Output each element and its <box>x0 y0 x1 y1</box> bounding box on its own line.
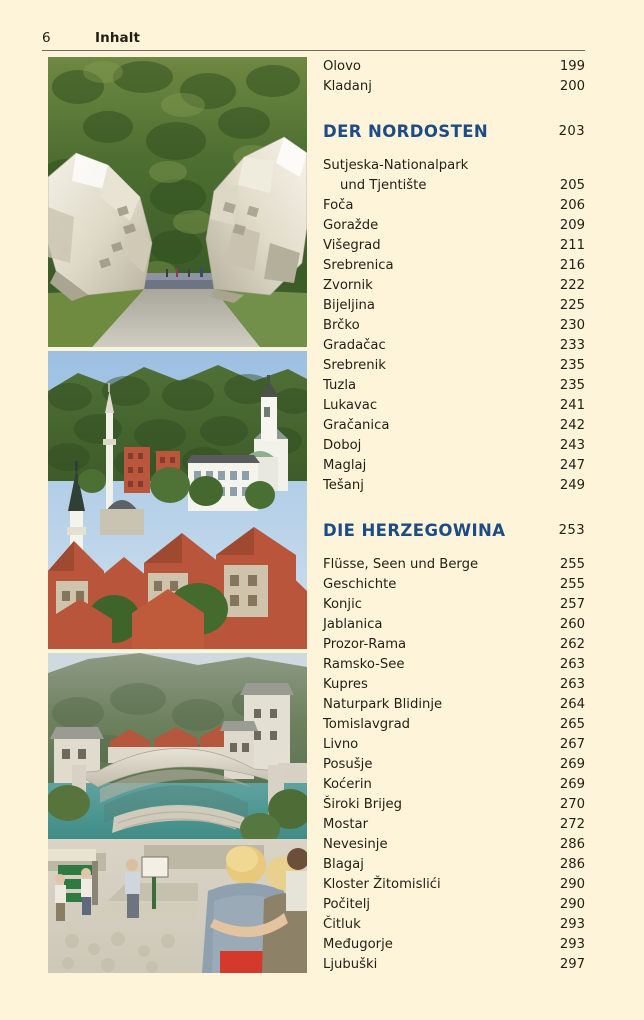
toc-entry-page: 209 <box>559 218 585 233</box>
toc-entry-label: Naturpark Blidinje <box>323 697 443 712</box>
toc-entry-page: 265 <box>559 717 585 732</box>
section-spacer <box>323 496 585 518</box>
toc-entry-label: und Tjentište <box>340 178 427 193</box>
table-of-contents <box>323 57 585 975</box>
photo-sutjeska-artwork <box>48 57 307 347</box>
toc-entry[interactable] <box>323 77 585 97</box>
toc-entry[interactable] <box>323 575 585 595</box>
toc-entry-label: Srebrenik <box>323 358 386 373</box>
toc-entry-page: 270 <box>559 797 585 812</box>
toc-entry-label: Bijeljina <box>323 298 375 313</box>
toc-entry[interactable] <box>323 715 585 735</box>
toc-entry[interactable] <box>323 935 585 955</box>
toc-entry-page: 257 <box>559 597 585 612</box>
toc-entry-label: Foča <box>323 198 354 213</box>
toc-entry-page: 269 <box>559 777 585 792</box>
toc-entry-label: Flüsse, Seen und Berge <box>323 557 479 572</box>
toc-entry-page: 211 <box>559 238 585 253</box>
toc-entry-label: Ljubuški <box>323 957 378 972</box>
toc-entry-page: 286 <box>559 857 585 872</box>
toc-entry[interactable] <box>323 615 585 635</box>
toc-entry-label: Ramsko-See <box>323 657 405 672</box>
photo-town-artwork <box>48 351 307 649</box>
toc-entry-page: 206 <box>559 198 585 213</box>
toc-entry[interactable] <box>323 156 585 176</box>
toc-entry[interactable] <box>323 296 585 316</box>
toc-entry[interactable] <box>323 655 585 675</box>
toc-entry[interactable] <box>323 895 585 915</box>
photo-bosnian-town-mosque-church <box>48 351 307 649</box>
toc-entry-continuation[interactable] <box>323 176 585 196</box>
toc-entry-label: Livno <box>323 737 359 752</box>
toc-entry-page: 247 <box>559 458 585 473</box>
toc-entry-label: Konjic <box>323 597 362 612</box>
toc-entry[interactable] <box>323 735 585 755</box>
toc-entry-label: Brčko <box>323 318 360 333</box>
toc-entry-page: 263 <box>559 677 585 692</box>
toc-entry[interactable] <box>323 396 585 416</box>
toc-entry-page: 225 <box>559 298 585 313</box>
toc-entry-page: 230 <box>559 318 585 333</box>
toc-entry[interactable] <box>323 675 585 695</box>
page-folio-number: 6 <box>42 30 51 46</box>
toc-entry[interactable] <box>323 555 585 575</box>
toc-section-heading-label: DIE HERZEGOWINA <box>323 521 506 540</box>
toc-entry-label: Gračanica <box>323 418 390 433</box>
toc-entry-label: Kupres <box>323 677 368 692</box>
toc-entry-label: Prozor-Rama <box>323 637 407 652</box>
toc-entry-page: 241 <box>559 398 585 413</box>
toc-entry-page: 205 <box>559 178 585 193</box>
toc-entry[interactable] <box>323 855 585 875</box>
toc-entry[interactable] <box>323 955 585 975</box>
toc-entry-page: 269 <box>559 757 585 772</box>
page-title: Inhalt <box>95 30 141 46</box>
toc-entry-label: Doboj <box>323 438 362 453</box>
toc-entry-page: 286 <box>559 837 585 852</box>
toc-entry-label: Tešanj <box>323 478 364 493</box>
toc-entry-label: Lukavac <box>323 398 378 413</box>
toc-entry-page: 293 <box>559 937 585 952</box>
photo-column <box>48 57 307 973</box>
toc-entry-page: 272 <box>559 817 585 832</box>
photo-mostar-old-bridge-tourists <box>48 653 307 973</box>
toc-entry[interactable] <box>323 875 585 895</box>
toc-entry-page: 200 <box>559 79 585 94</box>
toc-entry-label: Tuzla <box>323 378 357 393</box>
toc-entry-label: Kloster Žitomislići <box>323 877 441 892</box>
toc-entry-label: Gradačac <box>323 338 386 353</box>
photo-sutjeska-monument-tjentiste <box>48 57 307 347</box>
toc-entry-label: Sutjeska-Nationalpark <box>323 158 469 173</box>
toc-entry-label: Jablanica <box>323 617 383 632</box>
toc-entry-label: Olovo <box>323 59 361 74</box>
toc-section-heading-page: 203 <box>558 124 585 139</box>
toc-entry[interactable] <box>323 376 585 396</box>
toc-entry[interactable] <box>323 216 585 236</box>
toc-entry[interactable] <box>323 755 585 775</box>
heading-spacer <box>323 145 585 156</box>
toc-entry-label: Mostar <box>323 817 368 832</box>
toc-entry-page: 199 <box>559 59 585 74</box>
toc-entry-label: Široki Brijeg <box>323 797 403 812</box>
toc-entry-label: Posušje <box>323 757 373 772</box>
toc-entry-page: 233 <box>559 338 585 353</box>
toc-section-heading-die-herzegowina[interactable] <box>323 518 585 544</box>
toc-entry-page: 255 <box>559 557 585 572</box>
toc-entry[interactable] <box>323 775 585 795</box>
toc-entry-label: Srebrenica <box>323 258 394 273</box>
toc-entry-page: 263 <box>559 657 585 672</box>
toc-entry-label: Međugorje <box>323 937 393 952</box>
toc-entry[interactable] <box>323 915 585 935</box>
header-divider-rule <box>42 50 585 51</box>
toc-section-heading-label: DER NORDOSTEN <box>323 122 489 141</box>
toc-entry-label: Čitluk <box>323 917 361 932</box>
toc-entry-label: Koćerin <box>323 777 372 792</box>
toc-entry-page: 260 <box>559 617 585 632</box>
toc-entry[interactable] <box>323 316 585 336</box>
toc-entry-page: 249 <box>559 478 585 493</box>
section-spacer <box>323 97 585 119</box>
toc-entry-label: Blagaj <box>323 857 364 872</box>
photo-mostar-artwork <box>48 653 307 973</box>
toc-entry-label: Kladanj <box>323 79 372 94</box>
toc-entry-label: Nevesinje <box>323 837 388 852</box>
toc-entry-page: 216 <box>559 258 585 273</box>
toc-entry-label: Maglaj <box>323 458 367 473</box>
toc-entry-label: Geschichte <box>323 577 397 592</box>
toc-entry[interactable] <box>323 695 585 715</box>
toc-entry[interactable] <box>323 416 585 436</box>
toc-entry-page: 235 <box>559 358 585 373</box>
toc-entry[interactable] <box>323 835 585 855</box>
toc-section-heading-der-nordosten[interactable] <box>323 119 585 145</box>
toc-entry[interactable] <box>323 356 585 376</box>
toc-entry[interactable] <box>323 436 585 456</box>
heading-spacer <box>323 544 585 555</box>
toc-entry[interactable] <box>323 476 585 496</box>
toc-entry-page: 264 <box>559 697 585 712</box>
toc-entry-label: Tomislavgrad <box>323 717 411 732</box>
toc-entry-page: 290 <box>559 877 585 892</box>
toc-entry[interactable] <box>323 815 585 835</box>
toc-entry[interactable] <box>323 236 585 256</box>
toc-entry-page: 293 <box>559 917 585 932</box>
toc-entry-page: 242 <box>559 418 585 433</box>
toc-entry-label: Goražde <box>323 218 379 233</box>
toc-entry-page: 290 <box>559 897 585 912</box>
toc-entry[interactable] <box>323 196 585 216</box>
toc-entry[interactable] <box>323 276 585 296</box>
toc-entry-label: Počitelj <box>323 897 371 912</box>
toc-entry[interactable] <box>323 595 585 615</box>
toc-entry[interactable] <box>323 795 585 815</box>
toc-entry[interactable] <box>323 456 585 476</box>
toc-entry-page: 267 <box>559 737 585 752</box>
toc-entry-page: 262 <box>559 637 585 652</box>
toc-section-heading-page: 253 <box>558 523 585 538</box>
toc-entry-label: Zvornik <box>323 278 373 293</box>
toc-entry[interactable] <box>323 256 585 276</box>
toc-entry-page: 222 <box>559 278 585 293</box>
toc-entry[interactable] <box>323 336 585 356</box>
toc-entry-page: 297 <box>559 957 585 972</box>
toc-entry[interactable] <box>323 57 585 77</box>
toc-entry-page: 243 <box>559 438 585 453</box>
toc-entry[interactable] <box>323 635 585 655</box>
toc-entry-page: 235 <box>559 378 585 393</box>
toc-entry-label: Višegrad <box>323 238 381 253</box>
toc-entry-page: 255 <box>559 577 585 592</box>
